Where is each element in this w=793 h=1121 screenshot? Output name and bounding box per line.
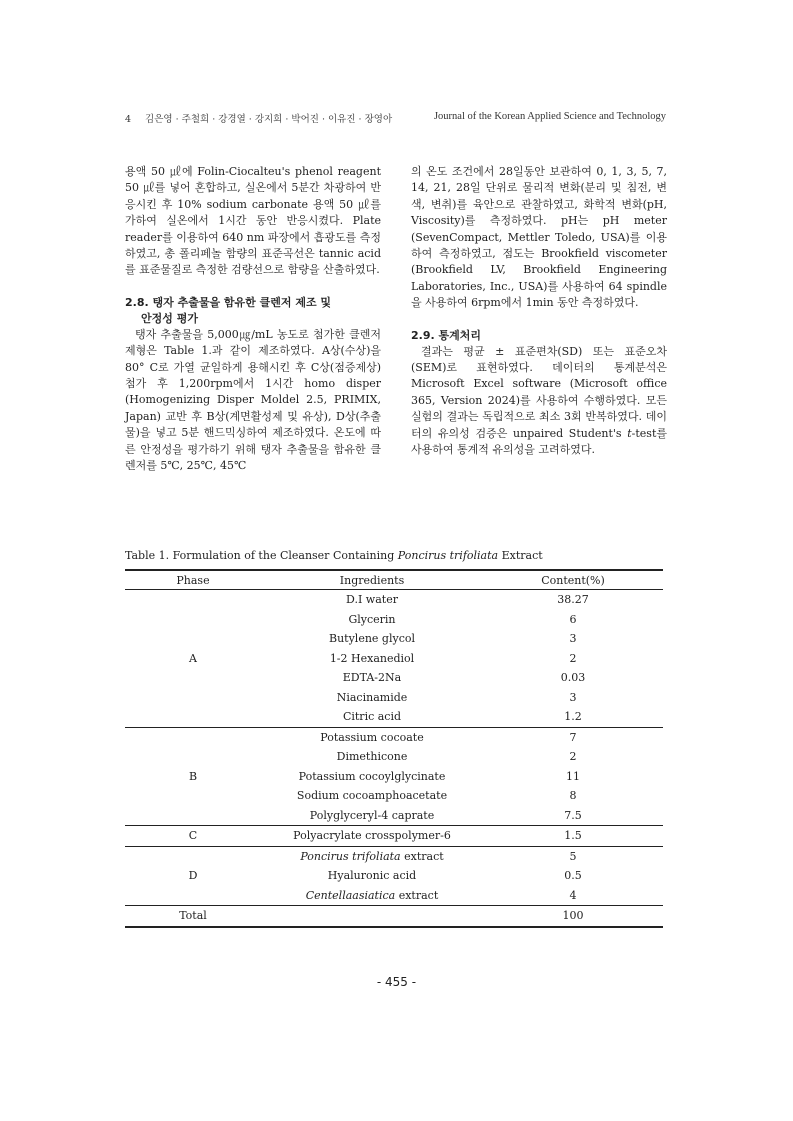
table-total-row: [125, 906, 663, 927]
content-cell: 38.27: [557, 593, 589, 607]
section-heading-line: 안정성 평가: [141, 311, 198, 325]
ingredient-cell: Hyaluronic acid: [327, 869, 417, 883]
ingredient-cell: Dimethicone: [336, 750, 408, 764]
section-heading-2-8: [125, 295, 381, 327]
phase-label: D: [125, 846, 261, 906]
ingredient-cell: Citric acid: [342, 710, 402, 724]
content-cell: 4: [569, 888, 577, 902]
ingredient-cell: EDTA-2Na: [342, 671, 402, 685]
phase-label: B: [125, 727, 261, 826]
paragraph: 탱자 추출물을 5,000㎍/mL 농도로 첨가한 클렌저 제형은 Table 1.과 같이 제조하였다. A상(수상)을 80° C로 가열 균일하게 용해시킨 후 C상(점증제상) 첨가 후 1,200rpm에서 1시간 homo disper (Homogenizing Disper Moldel 2.5, PRIMIX, Japan) 교반 후 B상(계면활성제 및 유상), D상(추출물)을 넣고 5분 핸드믹싱하여 제조하였다. 온도에 따른 안정성을 평가하기 위해 탱자 추출물을 함유한 클렌저를 5℃, 25℃, 45℃: [125, 327, 381, 473]
paragraph: 결과는 평균 ± 표준편차(SD) 또는 표준오차(SEM)로 표현하였다. 데이터의 통계분석은 Microsoft Excel software (Microsoft office 365, Version 2024)를 사용하여 수행하였다. 모든 실험의 결과는 독립적으로 최소 3회 반복하였다. 데이터의 유의성 검증은 unpaired Student's t-test를 사용하여 통계적 유의성을 고려하였다.: [411, 344, 667, 457]
ingredient-cell: Potassium cocoate: [261, 727, 483, 747]
paragraph: 의 온도 조건에서 28일동안 보관하여 0, 1, 3, 5, 7, 14, 21, 28일 단위로 물리적 변화(분리 및 침전, 변색, 변취)를 육안으로 관찰하였고, 화학적 변화(pH, Viscosity)를 측정하였다. pH는 pH meter (SevenCompact, Mettler Toledo, USA)를 이용하여 측정하였고, 점도는 Brookfield viscometer (Brookfield LV, Brookfield Engineering Laboratories, Inc., USA)를 사용하여 64 spindle을 사용하여 6rpm에서 1min 동안 측정하였다.: [411, 165, 667, 310]
author-list: 김은영 · 주철희 · 강경열 · 강지희 · 박어진 · 이유진 · 장영아: [145, 114, 393, 125]
content-cell: 11: [566, 769, 580, 783]
table-row: [125, 590, 663, 610]
content-cell: 8: [569, 789, 577, 803]
total-value: 100: [483, 906, 663, 927]
content-cell: 1.5: [483, 826, 663, 847]
running-header-left: [125, 111, 392, 125]
table-header-row: [125, 570, 663, 590]
content-cell: 2: [569, 750, 577, 764]
page-number: 4: [125, 114, 132, 125]
ingredient-cell: D.I water: [346, 593, 398, 607]
table-row: [125, 846, 663, 866]
content-cell: 0.03: [560, 671, 586, 685]
phase-label: A: [189, 651, 197, 665]
content-cell: 1.2: [564, 710, 582, 724]
table-caption: Table 1. Formulation of the Cleanser Containing Poncirus trifoliata Extract: [125, 549, 543, 562]
paragraph: 용액 50 ㎕에 Folin-Ciocalteu's phenol reagent 50 ㎕를 넣어 혼합하고, 실온에서 5분간 차광하여 반응시킨 후 10% sodium carbonate 용액 50 ㎕를 가하여 실온에서 1시간 동안 반응시켰다. Plate reader를 이용하여 640 nm 파장에서 흡광도를 측정하였고, 총 폴리페놀 함량의 표준곡선은 tannic acid를 표준물질로 측정한 검량선으로 함량을 산출하였다.: [125, 165, 382, 277]
section-heading-line: 2.8. 탱자 추출물을 함유한 클렌저 제조 및: [125, 295, 332, 309]
content-cell: 6: [569, 612, 577, 626]
content-cell: 5: [483, 846, 663, 866]
content-cell: 3: [569, 690, 577, 704]
table-row: [125, 727, 663, 747]
column-header-content: Content(%): [483, 570, 663, 590]
ingredient-cell: Polyglyceryl-4 caprate: [309, 808, 435, 822]
content-cell: 7: [483, 727, 663, 747]
ingredient-cell: 1-2 Hexanediol: [329, 651, 415, 665]
left-column: [125, 164, 381, 475]
ingredient-cell: Poncirus trifoliata extract: [261, 846, 483, 866]
ingredient-cell: Glycerin: [348, 612, 396, 626]
ingredient-cell: Butylene glycol: [329, 632, 415, 646]
ingredient-cell: Sodium cocoamphoacetate: [296, 789, 448, 803]
content-cell: 7.5: [564, 808, 582, 822]
formulation-table: [125, 569, 663, 928]
total-label: Total: [125, 906, 261, 927]
table-row: [125, 826, 663, 847]
ingredient-cell: Polyacrylate crosspolymer-6: [261, 826, 483, 847]
journal-title: Journal of the Korean Applied Science and Technology: [433, 111, 666, 122]
column-header-phase: Phase: [125, 570, 261, 590]
phase-label: C: [125, 826, 261, 847]
section-heading-2-9: 2.9. 통계처리: [411, 328, 481, 342]
ingredient-cell: Centellaasiatica extract: [305, 888, 439, 902]
content-cell: 3: [569, 632, 577, 646]
content-cell: 2: [569, 651, 577, 665]
column-header-ingredients: Ingredients: [261, 570, 483, 590]
content-cell: 0.5: [564, 869, 582, 883]
ingredient-cell: Niacinamide: [336, 690, 408, 704]
page-footer-number: - 455 -: [376, 975, 417, 989]
ingredient-cell: Potassium cocoylglycinate: [298, 769, 446, 783]
right-column: [411, 164, 667, 459]
